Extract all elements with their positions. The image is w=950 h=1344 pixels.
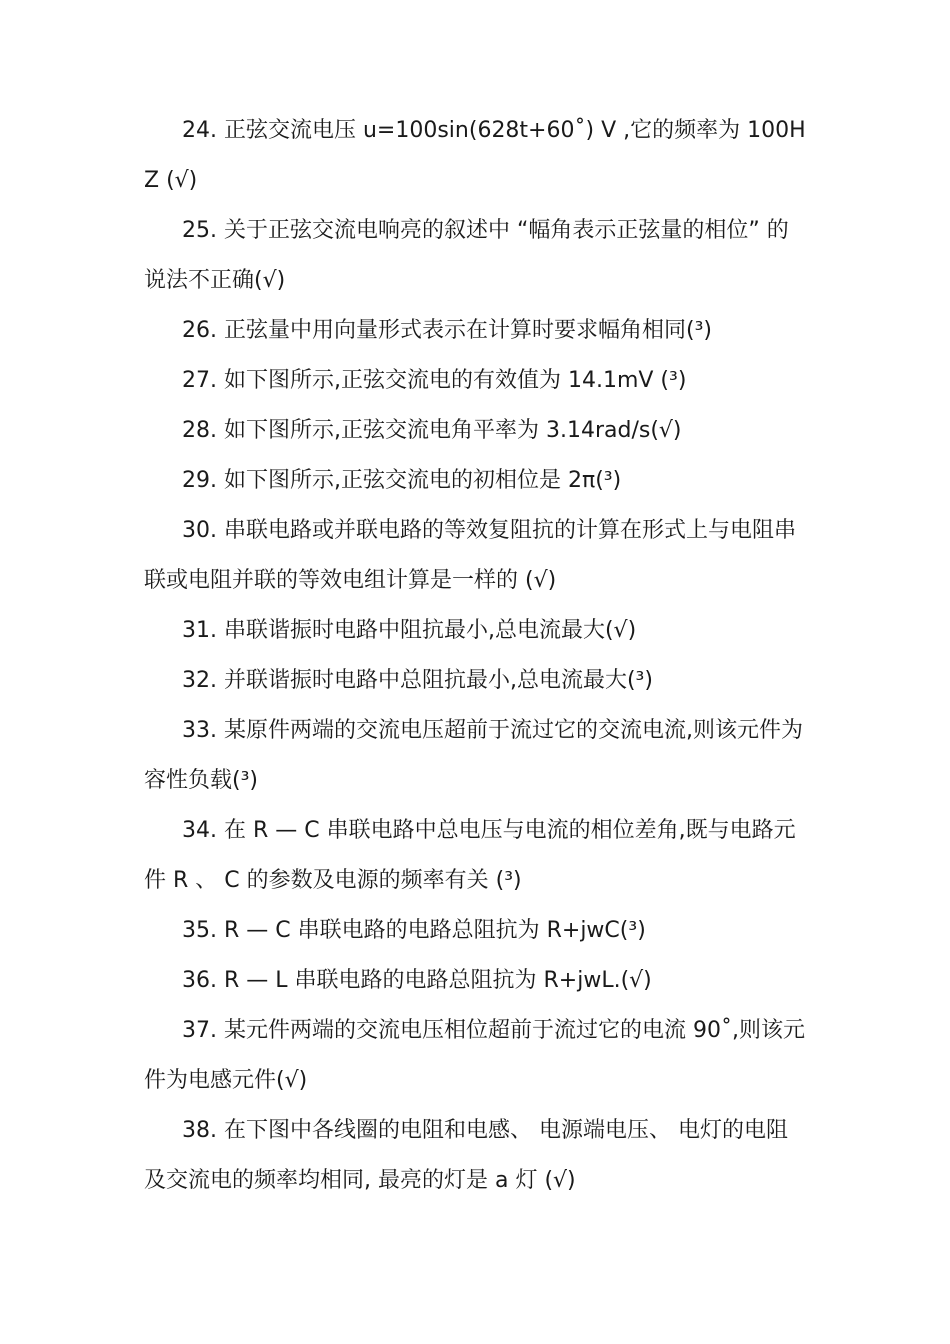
question-34: 34. 在 R — C 串联电路中总电压与电流的相位差角,既与电路元件 R 、 C 的参数及电源的频率有关 (³) — [144, 818, 796, 893]
question-27: 27. 如下图所示,正弦交流电的有效值为 14.1mV (³) — [182, 368, 687, 393]
question-30: 30. 串联电路或并联电路的等效复阻抗的计算在形式上与电阻串联或电阻并联的等效电组计算是一样的 (√) — [144, 518, 796, 593]
question-37: 37. 某元件两端的交流电压相位超前于流过它的电流 90˚,则该元件为电感元件(√) — [144, 1018, 805, 1093]
question-24: 24. 正弦交流电压 u=100sin(628t+60˚) V ,它的频率为 100HZ (√) — [144, 118, 806, 193]
question-38: 38. 在下图中各线圈的电阻和电感、 电源端电压、 电灯的电阻及交流电的频率均相同, 最亮的灯是 a 灯 (√) — [144, 1118, 788, 1193]
question-26: 26. 正弦量中用向量形式表示在计算时要求幅角相同(³) — [182, 318, 712, 343]
question-list — [144, 106, 808, 1206]
question-36: 36. R — L 串联电路的电路总阻抗为 R+jwL.(√) — [182, 968, 652, 993]
question-32: 32. 并联谐振时电路中总阻抗最小,总电流最大(³) — [182, 668, 653, 693]
question-28: 28. 如下图所示,正弦交流电角平率为 3.14rad/s(√) — [182, 418, 682, 443]
question-31: 31. 串联谐振时电路中阻抗最小,总电流最大(√) — [182, 618, 637, 643]
question-29: 29. 如下图所示,正弦交流电的初相位是 2π(³) — [182, 468, 622, 493]
question-33: 33. 某原件两端的交流电压超前于流过它的交流电流,则该元件为容性负载(³) — [144, 718, 803, 793]
question-35: 35. R — C 串联电路的电路总阻抗为 R+jwC(³) — [182, 918, 646, 943]
question-25: 25. 关于正弦交流电响亮的叙述中 “幅角表示正弦量的相位” 的说法不正确(√) — [144, 218, 789, 293]
